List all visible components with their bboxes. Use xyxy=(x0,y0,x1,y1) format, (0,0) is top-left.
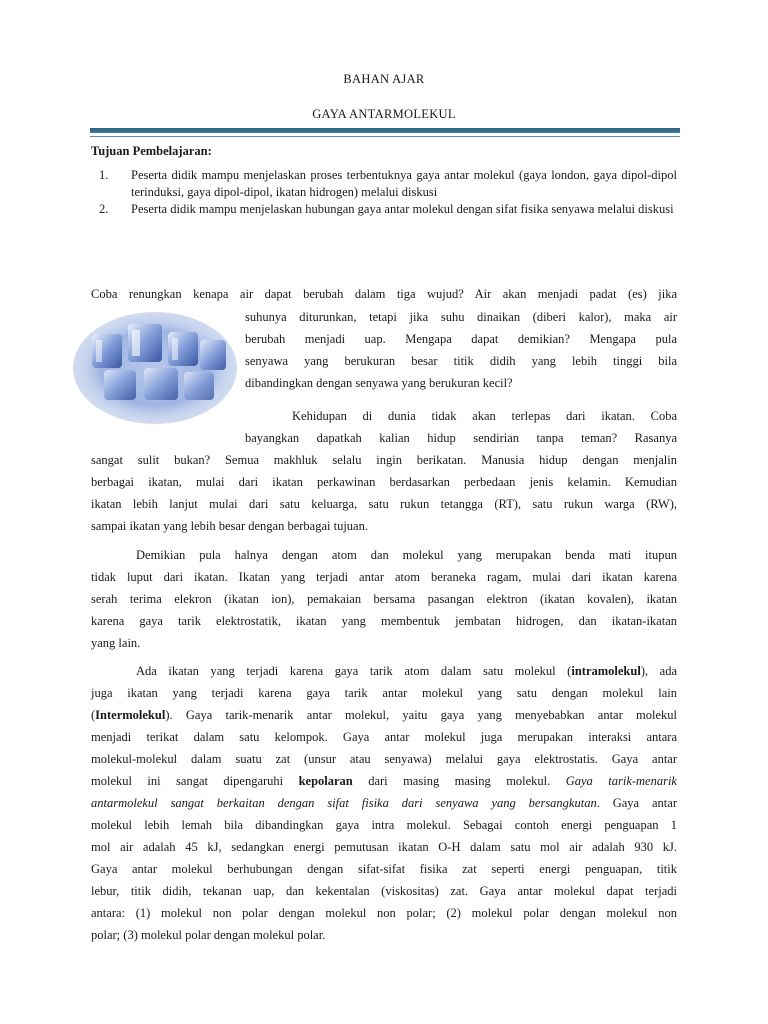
paragraph-line: molekul lebih lemah bila dibandingkan gaya intra molekul. Sebagai contoh energi penguapan 1 xyxy=(91,818,677,832)
paragraph-line: karena gaya tarik elektrostatik, ikatan yang membentuk jembatan hidrogen, dan ikatan-ikatan xyxy=(91,614,677,628)
objective-text: Peserta didik mampu menjelaskan hubungan gaya antar molekul dengan sifat fisika senyawa melalui diskusi xyxy=(131,202,674,216)
paragraph-line: antara: (1) molekul non polar dengan molekul non polar; (2) molekul polar dengan molekul non xyxy=(91,906,677,920)
term-intermolekul: Intermolekul xyxy=(95,708,166,722)
paragraph-line: juga ikatan yang terjadi karena gaya tarik antar molekul yang satu dengan molekul lain xyxy=(91,686,677,700)
paragraph-line: menjadi terikat dalam satu kelompok. Gaya antar molekul juga merupakan interaksi antara xyxy=(91,730,677,744)
objective-text: Peserta didik mampu menjelaskan proses terbentuknya gaya antar molekul (gaya london, gaya dipol-dipol terinduksi, gaya dipol-dipol, ikatan hidrogen) melalui diskusi xyxy=(131,168,677,199)
paragraph-line: polar; (3) molekul polar dengan molekul polar. xyxy=(91,928,326,942)
text-run: dari masing masing molekul. xyxy=(352,774,566,788)
paragraph-line: berbagai ikatan, mulai dari ikatan perkawinan berdasarkan perbedaan jenis kelamin. Kemudian xyxy=(91,475,677,489)
paragraph-line: lebur, titik didih, tekanan uap, dan kekentalan (viskositas) zat. Gaya antar molekul dapat terjadi xyxy=(91,884,677,898)
paragraph-line: sangat sulit bukan? Semua makhluk selalu ingin berikatan. Manusia hidup dengan menjalin xyxy=(91,453,677,467)
objectives-label: Tujuan Pembelajaran: xyxy=(91,144,212,158)
paragraph-line: Coba renungkan kenapa air dapat berubah dalam tiga wujud? Air akan menjadi padat (es) jika xyxy=(91,287,677,301)
emphasis-text: Gaya tarik-menarik xyxy=(565,774,677,788)
paragraph-line: serah terima elekron (ikatan ion), pemakaian bersama pasangan elektron (ikatan kovalen), ikatan xyxy=(91,592,677,606)
paragraph-line: Gaya antar molekul berhubungan dengan sifat-sifat fisika zat seperti energi penguapan, titik xyxy=(91,862,677,876)
header-rule-thin xyxy=(90,136,680,137)
objective-number: 2. xyxy=(99,202,109,216)
paragraph-line: Demikian pula halnya dengan atom dan molekul yang merupakan benda mati itupun xyxy=(136,548,677,562)
objective-number: 1. xyxy=(99,168,109,182)
paragraph-line: Kehidupan di dunia tidak akan terlepas dari ikatan. Coba xyxy=(292,409,677,423)
paragraph-line xyxy=(136,664,677,679)
term-kepolaran: kepolaran xyxy=(298,774,353,788)
paragraph-line: yang lain. xyxy=(91,636,141,650)
paragraph-line: mol air adalah 45 kJ, sedangkan energi pemutusan ikatan O-H dalam satu mol air adalah 930 kJ. xyxy=(91,840,677,854)
paragraph-line: berubah menjadi uap. Mengapa dapat demikian? Mengapa pula xyxy=(245,332,677,346)
header-rule xyxy=(90,128,680,133)
document-title: BAHAN AJAR xyxy=(343,72,425,86)
ice-cubes-image xyxy=(70,310,240,426)
text-run: ( xyxy=(91,708,96,722)
text-run: ). Gaya tarik-menarik antar molekul, yaitu gaya yang menyebabkan antar molekul xyxy=(165,708,677,722)
paragraph-line: molekul-molekul dalam suatu zat (unsur atau senyawa) melalui gaya elektrostatis. Gaya antar xyxy=(91,752,677,766)
paragraph-line xyxy=(91,708,677,723)
text-run: ), ada xyxy=(640,664,678,678)
term-intramolekul: intramolekul xyxy=(571,664,641,678)
paragraph-line: tidak luput dari ikatan. Ikatan yang terjadi antar atom beraneka ragam, mulai dari ikatan karena xyxy=(91,570,677,584)
paragraph-line: ikatan lebih lanjut mulai dari satu keluarga, satu rukun tetangga (RT), satu rukun warga (RW), xyxy=(91,497,677,511)
text-run: Ada ikatan yang terjadi karena gaya tarik atom dalam satu molekul ( xyxy=(136,664,572,678)
paragraph-line xyxy=(91,796,677,811)
paragraph-line: senyawa yang berukuran besar titik didih yang lebih tinggi bila xyxy=(245,354,677,368)
paragraph-line: suhunya diturunkan, tetapi jika suhu dinaikan (diberi kalor), maka air xyxy=(245,310,677,324)
paragraph-line: dibandingkan dengan senyawa yang berukuran kecil? xyxy=(245,376,513,390)
emphasis-text: antarmolekul sangat berkaitan dengan sifat fisika dari senyawa yang bersangkutan xyxy=(91,796,597,810)
document-subtitle: GAYA ANTARMOLEKUL xyxy=(312,107,456,121)
paragraph-line: sampai ikatan yang lebih besar dengan berbagai tujuan. xyxy=(91,519,368,533)
text-run: molekul ini sangat dipengaruhi xyxy=(91,774,299,788)
paragraph-line xyxy=(91,774,677,789)
paragraph-line: bayangkan dapatkah kalian hidup sendirian tanpa teman? Rasanya xyxy=(245,431,677,445)
text-run: . Gaya antar xyxy=(596,796,677,810)
